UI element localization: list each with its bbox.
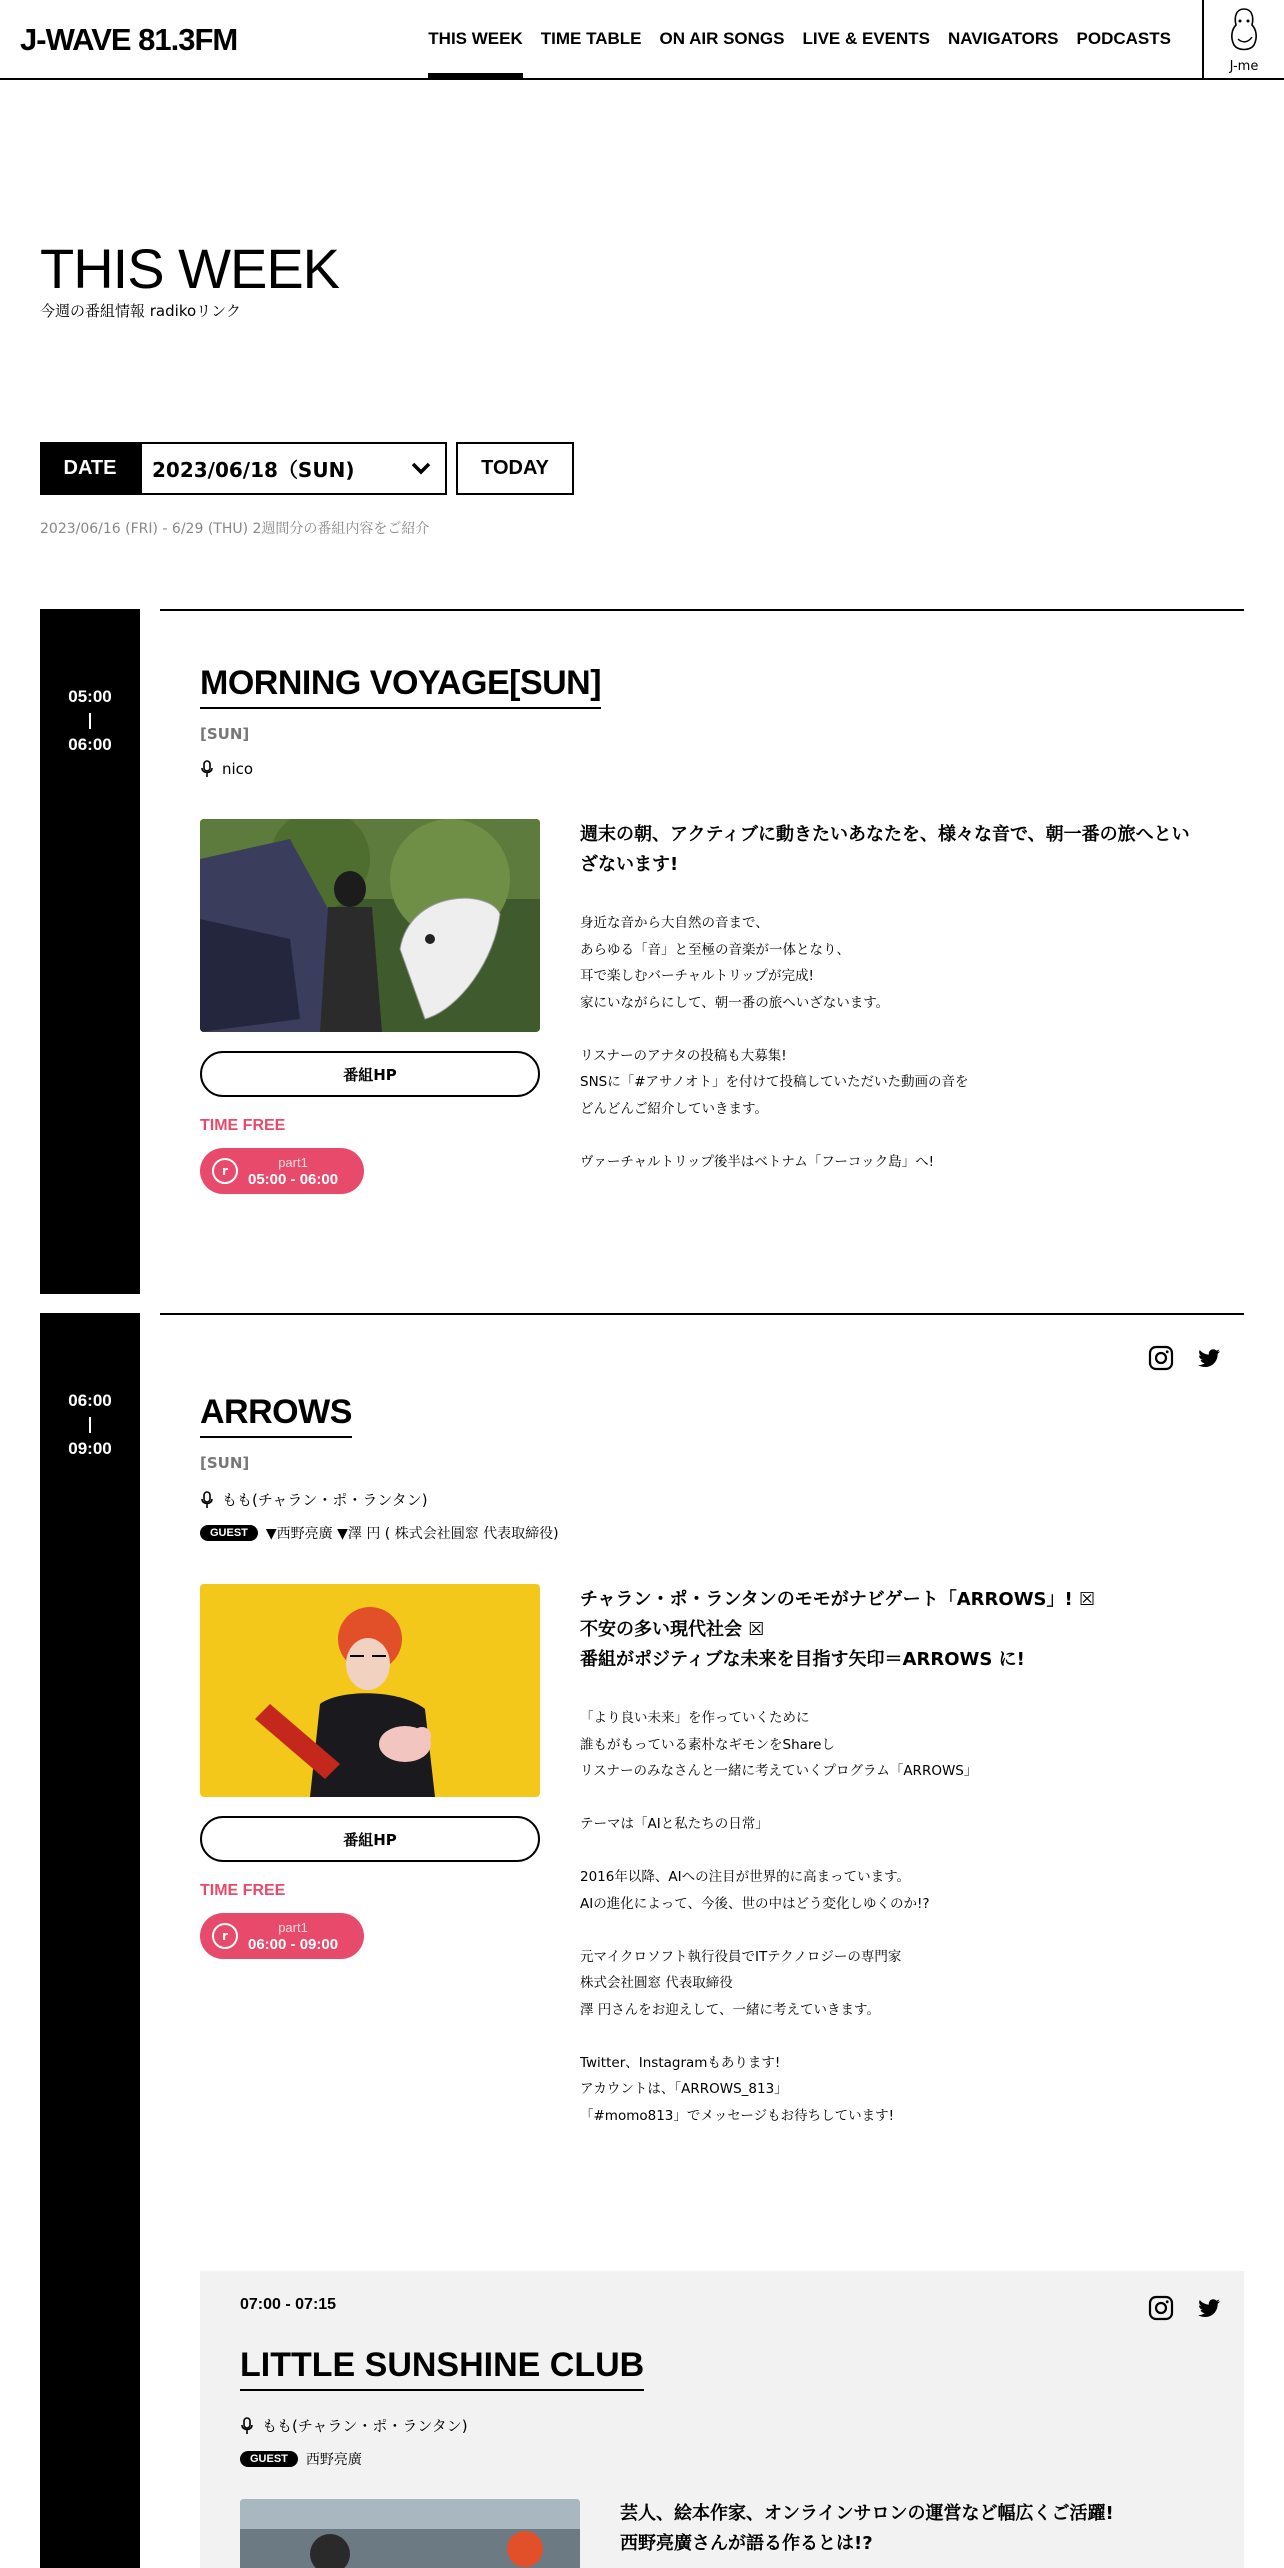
jme-label: J-me — [1229, 59, 1259, 74]
description-line — [580, 1838, 1200, 1865]
headline-line: 不安の多い現代社会 ☒ — [580, 1619, 765, 1640]
part-time: 06:00 - 09:00 — [248, 1936, 339, 1953]
description-line: 2016年以降、AIへの注目が世界的に高まっています。 — [580, 1869, 910, 1885]
time-end: 06:00 — [68, 735, 112, 754]
description-line: SNSに「#アサノオト」を付けて投稿していただいた動画の音を — [580, 1074, 969, 1090]
guest-names: 西野亮廣 — [305, 2452, 362, 2468]
guest-names: ▼西野亮廣 ▼澤 円 ( 株式会社圓窓 代表取締役) — [265, 1526, 559, 1542]
timefree-label: TIME FREE — [200, 1882, 286, 1899]
mic-icon — [200, 1491, 214, 1509]
twitter-icon[interactable] — [1196, 1345, 1222, 1371]
description-line: 元マイクロソフト執行役員でITテクノロジーの専門家 — [580, 1948, 902, 1965]
description-line: 「#momo813」でメッセージもお待ちしています! — [580, 2107, 895, 2124]
time-start: 06:00 — [68, 1391, 112, 1410]
description-line: 「より良い未来」を作っていくために — [580, 1710, 810, 1726]
part-label: part1 — [278, 1920, 308, 1935]
guest-badge: GUEST — [240, 2451, 298, 2467]
description-line: Twitter、Instagramもあります! — [580, 2054, 781, 2071]
description-line: AIの進化によって、今後、世の中はどう変化しゆくのか!? — [580, 1895, 930, 1912]
description-line: 株式会社圓窓 代表取締役 — [580, 1975, 733, 1991]
chevron-down-icon — [409, 456, 433, 480]
global-nav — [419, 0, 1180, 78]
description-line: あらゆる「音」と至極の音楽が一体となり、 — [580, 941, 850, 958]
program-title[interactable]: MORNING VOYAGE[SUN] — [200, 664, 601, 709]
timefree-label: TIME FREE — [200, 1117, 286, 1134]
corner-guest — [240, 2449, 362, 2469]
description-line — [580, 1785, 1200, 1812]
program-divider — [160, 609, 1244, 611]
description-line: どんどんご紹介していきます。 — [580, 1100, 768, 1117]
program-navigator — [200, 1489, 428, 1510]
page-subtitle: 今週の番組情報 radikoリンク — [40, 302, 241, 320]
program-headline: 週末の朝、アクティブに動きたいあなたを、様々な音で、朝一番の旅へといざないます! — [580, 824, 1190, 875]
headline-line: 番組がポジティブな未来を目指す矢印＝ARROWS に! — [580, 1649, 1025, 1670]
site-logo[interactable]: J-WAVE 81.3FM — [20, 22, 238, 57]
range-note: 2023/06/16 (FRI) - 6/29 (THU) 2週間分の番組内容をご紹介 — [40, 521, 430, 537]
description-line: 耳で楽しむバーチャルトリップが完成! — [580, 968, 814, 984]
time-separator — [89, 713, 91, 729]
program-time-column — [40, 1313, 140, 2568]
jme-mascot-icon — [1222, 5, 1266, 55]
description-line: 誰もがもっている素朴なギモンをShareし — [580, 1736, 835, 1753]
program-day: [SUN] — [200, 1454, 250, 1472]
instagram-icon[interactable] — [1148, 2295, 1174, 2321]
description-line: 家にいながらにして、朝一番の旅へいざないます。 — [580, 994, 890, 1011]
nav-podcasts[interactable]: PODCASTS — [1076, 29, 1171, 48]
timefree-part-button[interactable] — [200, 1148, 364, 1194]
description-line: 身近な音から大自然の音まで、 — [580, 915, 769, 931]
description-line: ヴァーチャルトリップ後半はベトナム「フーコック島」へ! — [580, 1153, 934, 1170]
program-photo — [200, 1584, 540, 1797]
description-line — [580, 2023, 1200, 2050]
corner-box — [200, 2271, 1244, 2568]
program-social-links — [1148, 1345, 1222, 1371]
headline-line: 芸人、絵本作家、オンラインサロンの運営など幅広くご活躍! — [620, 2503, 1114, 2524]
mic-icon — [200, 760, 214, 778]
nav-navigators[interactable]: NAVIGATORS — [948, 29, 1059, 48]
description-line: アカウントは、「ARROWS_813」 — [580, 2081, 788, 2097]
part-label: part1 — [278, 1155, 308, 1170]
program-description — [580, 910, 1200, 1175]
corner-headline — [620, 2499, 1240, 2559]
radiko-icon: r — [212, 1158, 238, 1184]
nav-live-events[interactable]: LIVE & EVENTS — [802, 29, 931, 48]
corner-title[interactable]: LITTLE SUNSHINE CLUB — [240, 2346, 644, 2391]
program-photo — [200, 819, 540, 1032]
corner-social-links — [1148, 2295, 1222, 2321]
timefree-part-button[interactable] — [200, 1913, 364, 1959]
navigator-name[interactable]: もも(チャラン・ポ・ランタン) — [262, 2417, 468, 2435]
program-divider — [160, 1313, 1244, 1315]
corner-time: 07:00 - 07:15 — [240, 2296, 337, 2313]
date-picker-bar — [40, 442, 574, 495]
today-button[interactable]: TODAY — [456, 442, 574, 495]
instagram-icon[interactable] — [1148, 1345, 1174, 1371]
program-title[interactable]: ARROWS — [200, 1393, 352, 1438]
description-line: リスナーのみなさんと一緒に考えていくプログラム「ARROWS」 — [580, 1763, 978, 1779]
program-guest — [200, 1523, 559, 1543]
nav-on-air-songs[interactable]: ON AIR SONGS — [659, 29, 785, 48]
description-line — [580, 1122, 1200, 1149]
nav-time-table[interactable]: TIME TABLE — [540, 29, 642, 48]
guest-badge: GUEST — [200, 1525, 258, 1541]
program-hp-button[interactable]: 番組HP — [200, 1051, 540, 1097]
site-header — [0, 0, 1284, 80]
date-value: 2023/06/18（SUN) — [152, 458, 355, 482]
program-hp-button[interactable]: 番組HP — [200, 1816, 540, 1862]
part-time: 05:00 - 06:00 — [248, 1171, 339, 1188]
corner-photo — [240, 2499, 580, 2568]
page-title: THIS WEEK — [40, 237, 340, 300]
corner-navigator — [240, 2415, 468, 2436]
radiko-icon: r — [212, 1923, 238, 1949]
time-end: 09:00 — [68, 1439, 112, 1458]
description-line: 澤 円さんをお迎えして、一緒に考えていきます。 — [580, 2001, 880, 2018]
navigator-name[interactable]: nico — [222, 760, 254, 778]
description-line: リスナーのアナタの投稿も大募集! — [580, 1047, 787, 1064]
twitter-icon[interactable] — [1196, 2295, 1222, 2321]
program-headline — [580, 1585, 1200, 1675]
description-line — [580, 1016, 1200, 1043]
program-navigator — [200, 760, 253, 778]
date-select[interactable] — [140, 442, 447, 495]
description-line: テーマは「AIと私たちの日常」 — [580, 1816, 769, 1832]
time-separator — [89, 1417, 91, 1433]
description-line — [580, 1917, 1200, 1944]
program-time-column — [40, 609, 140, 1294]
program-day: [SUN] — [200, 725, 250, 743]
headline-line: チャラン・ポ・ランタンのモモがナビゲート「ARROWS」! ☒ — [580, 1589, 1096, 1610]
mic-icon — [240, 2417, 254, 2435]
date-label: DATE — [40, 442, 140, 495]
time-start: 05:00 — [68, 687, 112, 706]
navigator-name[interactable]: もも(チャラン・ポ・ランタン) — [222, 1491, 428, 1509]
jme-button[interactable] — [1202, 0, 1284, 80]
program-description — [580, 1705, 1200, 2129]
nav-this-week[interactable]: THIS WEEK — [419, 0, 531, 78]
headline-line: 西野亮廣さんが語る作るとは!? — [620, 2533, 873, 2554]
